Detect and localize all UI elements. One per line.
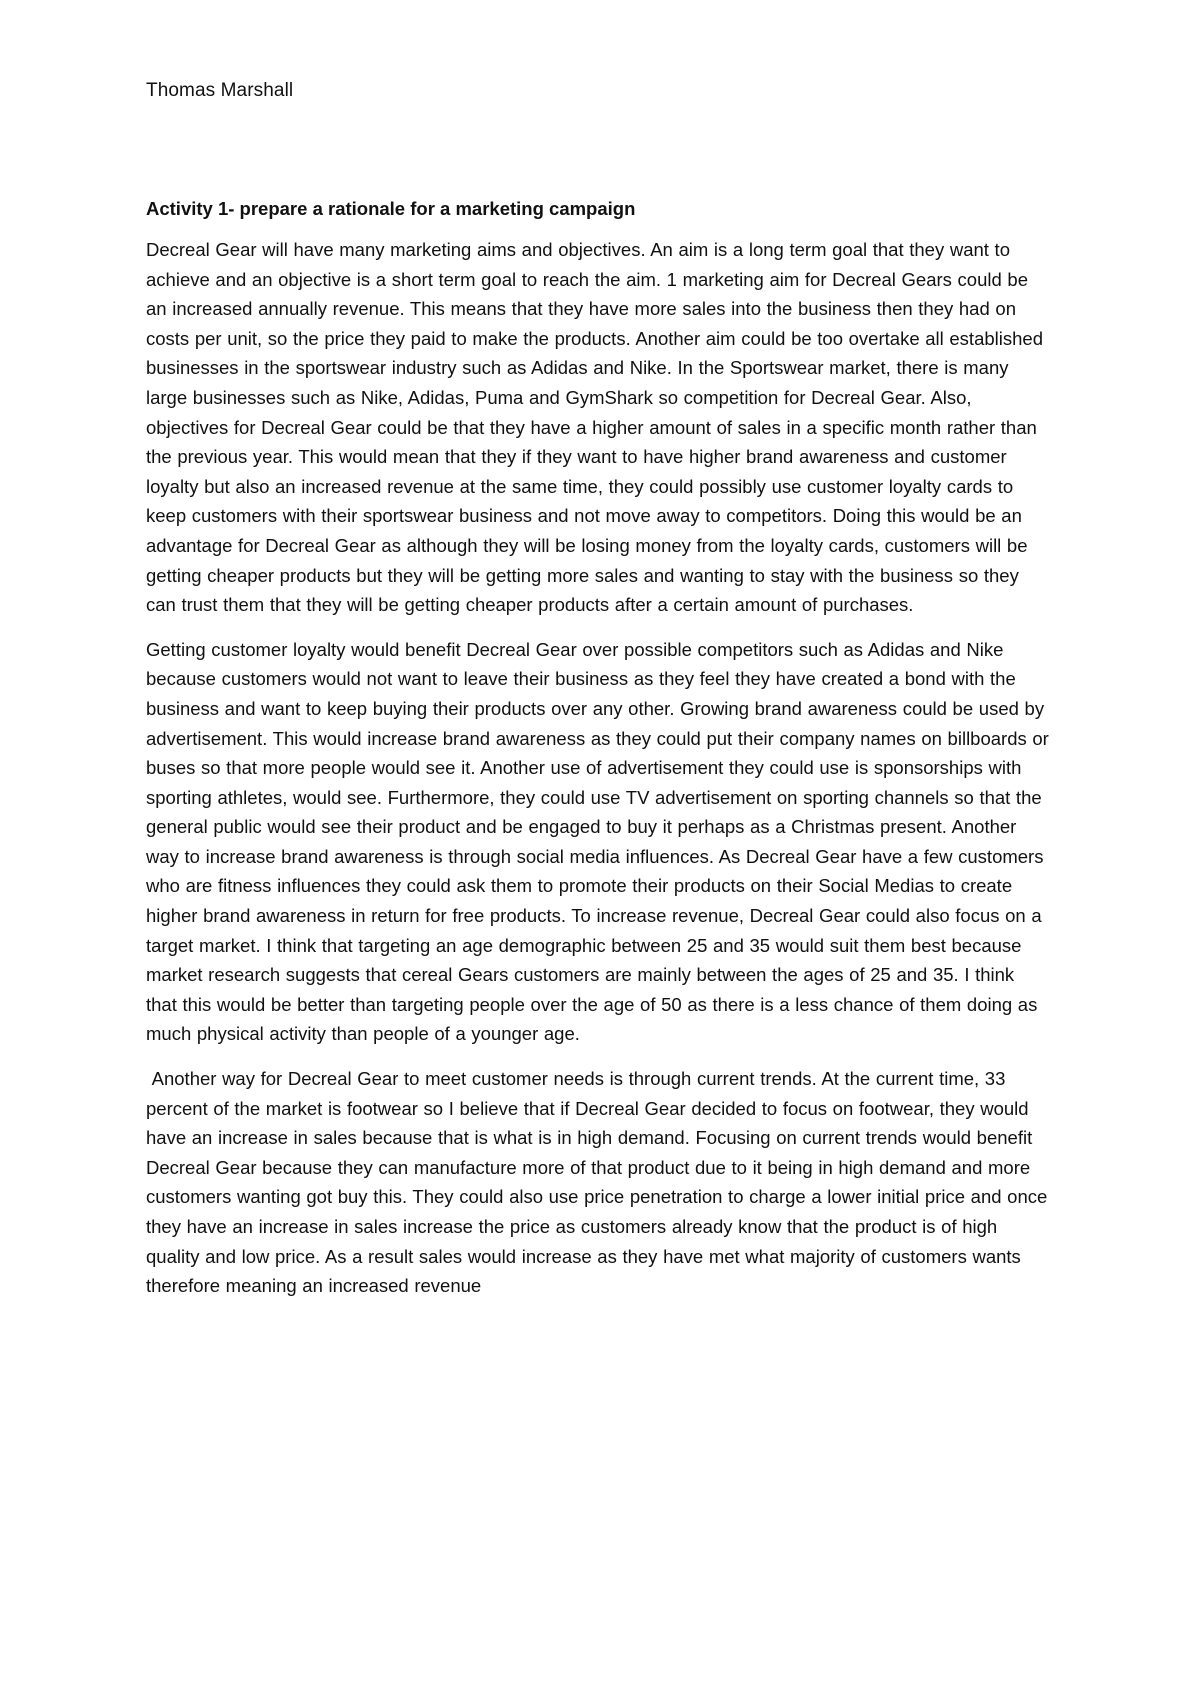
paragraph-customer-loyalty: Getting customer loyalty would benefit Decreal Gear over possible competitors such as Adidas and Nike because customers would not want to leave their business as they feel they have created a bond with the business and want to keep buying their products over any other. Growing brand awareness could be used by advertisement. This would increase brand awareness as they could put their company names on billboards or buses so that more people would see it. Another use of advertisement they could use is sponsorships with sporting athletes, would see. Furthermore, they could use TV advertisement on sporting channels so that the general public would see their product and be engaged to buy it perhaps as a Christmas present. Another way to increase brand awareness is through social media influences. As Decreal Gear have a few customers who are fitness influences they could ask them to promote their products on their Social Medias to create higher brand awareness in return for free products. To increase revenue, Decreal Gear could also focus on a target market. I think that targeting an age demographic between 25 and 35 would suit them best because market research suggests that cereal Gears customers are mainly between the ages of 25 and 35. I think that this would be better than targeting people over the age of 50 as there is a less chance of them doing as much physical activity than people of a younger age.: [146, 638, 1049, 1045]
author-name: Thomas Marshall: [146, 80, 294, 101]
paragraph-current-trends: Another way for Decreal Gear to meet customer needs is through current trends. At the current time, 33 percent of the market is footwear so I believe that if Decreal Gear decided to focus on footwear, they would have an increase in sales because that is what is in high demand. Focusing on current trends would benefit Decreal Gear because they can manufacture more of that product due to it being in high demand and more customers wanting got buy this. They could also use price penetration to charge a lower initial price and once they have an increase in sales increase the price as customers already know that the product is of high quality and low price. As a result sales would increase as they have met what majority of customers wants therefore meaning an increased revenue: [146, 1068, 1053, 1297]
paragraph-aims-objectives: Decreal Gear will have many marketing aims and objectives. An aim is a long term goal that they want to achieve and an objective is a short term goal to reach the aim. 1 marketing aim for Decreal Gears could be an increased annually revenue. This means that they have more sales into the business then they had on costs per unit, so the price they paid to make the products. Another aim could be too overtake all established businesses in the sportswear industry such as Adidas and Nike. In the Sportswear market, there is many large businesses such as Nike, Adidas, Puma and GymShark so competition for Decreal Gear. Also, objectives for Decreal Gear could be that they have a higher amount of sales in a specific month rather than the previous year. This would mean that they if they want to have higher brand awareness and customer loyalty but also an increased revenue at the same time, they could possibly use customer loyalty cards to keep customers with their sportswear business and not move away to competitors. Doing this would be an advantage for Decreal Gear as although they will be losing money from the loyalty cards, customers will be getting cheaper products but they will be getting more sales and wanting to stay with the business so they can trust them that they will be getting cheaper products after a certain amount of purchases.: [146, 239, 1043, 616]
activity-heading: Activity 1- prepare a rationale for a marketing campaign: [146, 198, 636, 219]
